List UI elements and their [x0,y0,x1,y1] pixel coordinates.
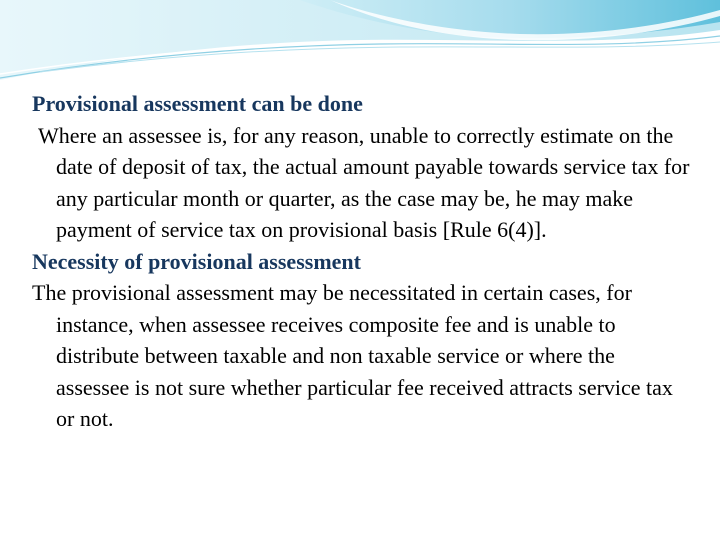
slide-content [32,88,692,435]
paragraph-provisional-assessment: Where an assessee is, for any reason, unable to correctly estimate on the date of deposit of tax, the actual amount payable towards service tax for any particular month or quarter, as the case may be, he may make payment of service tax on provisional basis [Rule 6(4)]. [38,122,690,242]
heading-necessity: Necessity of provisional assessment [32,248,361,274]
decorative-wave-header [0,0,720,90]
paragraph-necessity: The provisional assessment may be necessitated in certain cases, for instance, when assessee receives composite fee and is unable to distribute between taxable and non taxable service or where the assessee is not sure whether particular fee received attracts service tax or not. [32,280,673,431]
heading-provisional-assessment: Provisional assessment can be done [32,91,363,116]
